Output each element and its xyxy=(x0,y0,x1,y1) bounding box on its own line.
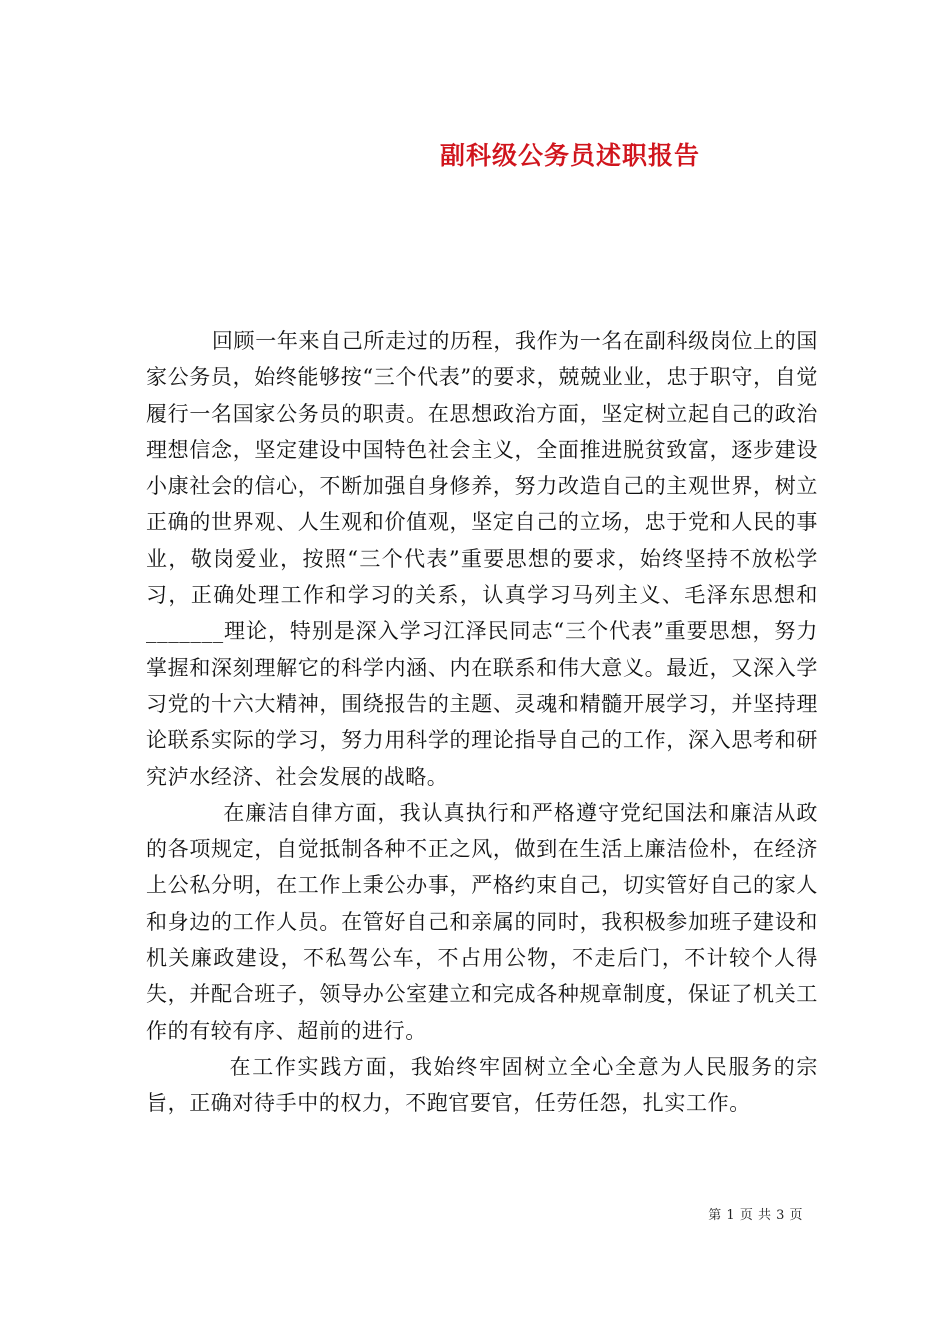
page-number: 第 1 页 共 3 页 xyxy=(708,1208,803,1223)
document-title: 副科级公务员述职报告 xyxy=(439,141,700,170)
paragraph-ideology: 回顾一年来自己所走过的历程，我作为一名在副科级岗位上的国家公务员，始终能够按“三个代表”的要求，兢兢业业，忠于职守，自觉履行一名国家公务员的职责。在思想政治方面，坚定树立起自己的政治理想信念，坚定建设中国特色社会主义，全面推进脱贫致富，逐步建设小康社会的信心，不断加强自身修养，努力改造自己的主观世界，树立正确的世界观、人生观和价值观，坚定自己的立场，忠于党和人民的事业，敬岗爱业，按照“三个代表”重要思想的要求，始终坚持不放松学习，正确处理工作和学习的关系，认真学习马列主义、毛泽东思想和_______理论，特别是深入学习江泽民同志“三个代表”重要思想，努力掌握和深刻理解它的科学内涵、内在联系和伟大意义。最近，又深入学习党的十六大精神，围绕报告的主题、灵魂和精髓开展学习，并坚持理论联系实际的学习，努力用科学的理论指导自己的工作，深入思考和研究泸水经济、社会发展的战略。 xyxy=(146,329,818,789)
paragraph-integrity: 在廉洁自律方面，我认真执行和严格遵守党纪国法和廉洁从政的各项规定，自觉抵制各种不正之风，做到在生活上廉洁俭朴，在经济上公私分明，在工作上秉公办事，严格约束自己，切实管好自己的家人和身边的工作人员。在管好自己和亲属的同时，我积极参加班子建设和机关廉政建设，不私驾公车，不占用公物，不走后门，不计较个人得失，并配合班子，领导办公室建立和完成各种规章制度，保证了机关工作的有较有序、超前的进行。 xyxy=(146,800,818,1043)
document-body xyxy=(146,323,818,1122)
paragraph-work-practice: 在工作实践方面，我始终牢固树立全心全意为人民服务的宗旨，正确对待手中的权力，不跑官要官，任劳任怨，扎实工作。 xyxy=(146,1054,818,1116)
